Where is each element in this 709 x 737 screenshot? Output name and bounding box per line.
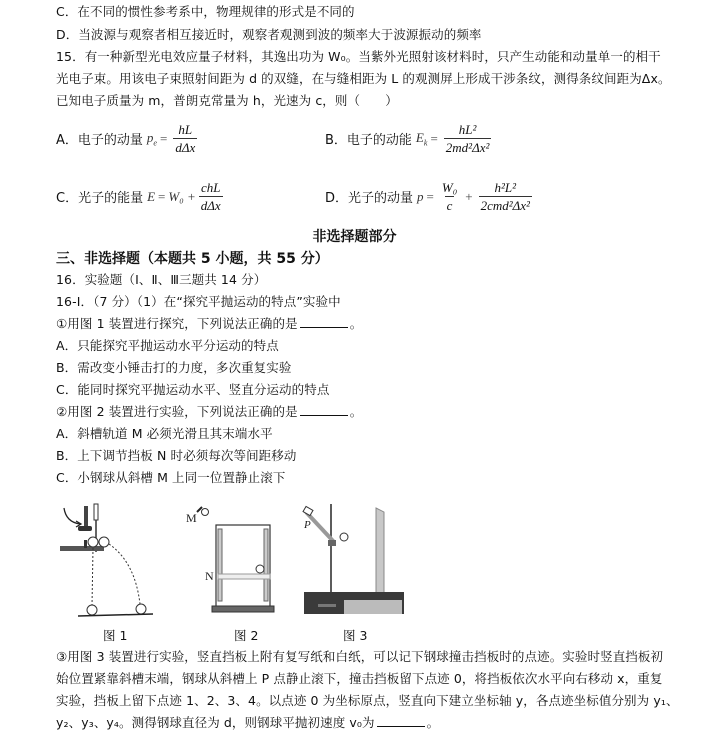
figure-1-projectile-apparatus xyxy=(50,500,160,618)
parabolic-path xyxy=(109,544,140,604)
formula-lhs: E xyxy=(147,188,156,204)
base xyxy=(212,606,274,612)
denominator: 2cmd²Δx² xyxy=(480,198,530,213)
q15-stem-line-1: 15．有一种新型光电效应量子材料，其逸出功为 W₀。当紫外光照射该材料时，只产生动能和动量单一的相干 xyxy=(56,49,661,64)
vertical-path xyxy=(92,548,93,606)
q16-sub1-stem xyxy=(56,316,362,332)
baffle-n xyxy=(218,574,270,579)
numerator: hL xyxy=(178,122,193,137)
sub1-option-b[interactable]: B．需改变小锤击打的力度，多次重复实验 xyxy=(56,360,292,375)
hammer-handle xyxy=(84,506,88,526)
q16-sub3-line-3: 实验，挡板上留下点迹 1、2、3、4。以点迹 0 为坐标原点，竖直向下建立坐标轴 y，各点迹坐标值分别为 y₁、 xyxy=(56,693,679,708)
figure-3-caption: 图 3 xyxy=(343,628,368,643)
q16-sub3-line-2: 始位置紧靠斜槽末端，钢球从斜槽上 P 点静止滚下，撞击挡板留下点迹 0，将挡板依次水平向右移动 x，重复 xyxy=(56,671,663,686)
section-heading: 三、非选择题（本题共 5 小题，共 55 分） xyxy=(56,251,329,267)
equals-sign: = xyxy=(158,188,166,204)
q15-option-c[interactable] xyxy=(56,180,226,213)
answer-blank[interactable] xyxy=(377,715,425,727)
answer-blank[interactable] xyxy=(300,316,348,328)
denominator: dΔx xyxy=(200,198,221,213)
hammer-head xyxy=(78,526,92,531)
option-c-text: C．在不同的惯性参考系中，物理规律的形式是不同的 xyxy=(56,4,355,19)
platform xyxy=(60,546,104,551)
label-n: N xyxy=(205,569,214,583)
fraction xyxy=(173,122,197,155)
q16-sub2-stem xyxy=(56,404,362,420)
ball-top xyxy=(202,509,209,516)
numerator: chL xyxy=(200,180,221,195)
sub2-text: ②用图 2 装置进行实验，下列说法正确的是 xyxy=(56,404,298,419)
numerator: hL² xyxy=(458,122,477,137)
sub2-option-c[interactable]: C．小钢球从斜槽 M 上同一位置静止滚下 xyxy=(56,470,286,485)
numerator: h²L² xyxy=(494,180,516,195)
label-p: P xyxy=(304,519,311,531)
figure-1-caption: 图 1 xyxy=(103,628,128,643)
q15-stem-line-2: 光电子束。用该电子束照射间距为 d 的双缝，在与缝相距为 L 的观测屏上形成干涉条纹，测得条纹间距为Δx。 xyxy=(56,71,671,86)
post-top xyxy=(94,504,98,520)
denominator: c xyxy=(446,198,453,213)
q16-sub3-line-1: ③用图 3 装置进行实验，竖直挡板上附有复写纸和白纸，可以记下钢球撞击挡板时的点迹。实验时竖直挡板初 xyxy=(56,649,664,664)
fraction xyxy=(199,180,223,213)
period: 。 xyxy=(426,715,440,730)
fraction xyxy=(440,180,459,213)
left-rail xyxy=(218,529,222,601)
q16-intro: 16．实验题（Ⅰ、Ⅱ、Ⅲ三题共 14 分） xyxy=(56,272,267,287)
q16-part1-intro: 16-Ⅰ．（7 分）（1）在“探究平抛运动的特点”实验中 xyxy=(56,294,341,309)
formula-term: W₀ + xyxy=(168,188,196,204)
ball xyxy=(340,533,348,541)
base-plate xyxy=(344,600,402,614)
option-label: D．光子的动量 xyxy=(325,191,414,206)
denominator: dΔx xyxy=(175,140,196,155)
sub2-option-b[interactable]: B．上下调节挡板 N 时必须每次等间距移动 xyxy=(56,448,297,463)
ball-on-baffle xyxy=(256,565,264,573)
option-label: B．电子的动能 xyxy=(325,133,412,148)
figure-3-baffle-apparatus xyxy=(300,500,412,618)
equals-sign: = xyxy=(159,130,168,146)
formula-lhs: $p_e$ xyxy=(146,129,157,148)
q16-sub3-line-4 xyxy=(56,715,439,731)
right-rail xyxy=(264,529,268,601)
q15-option-a[interactable] xyxy=(56,122,200,155)
label-m: M xyxy=(186,511,197,525)
plus-sign: + xyxy=(465,188,473,204)
sub2-option-a[interactable]: A．斜槽轨道 M 必须光滑且其末端水平 xyxy=(56,426,273,441)
numerator: W₀ xyxy=(441,180,458,195)
sub1-option-c[interactable]: C．能同时探究平抛运动水平、竖直分运动的特点 xyxy=(56,382,330,397)
figure-2-caption: 图 2 xyxy=(234,628,259,643)
section-title: 非选择题部分 xyxy=(312,229,397,245)
formula-lhs: $E_k$ xyxy=(415,129,428,148)
sub3-text: y₂、y₃、y₄。测得钢球直径为 d，则钢球平抛初速度 v₀为 xyxy=(56,715,375,730)
answer-blank[interactable] xyxy=(300,404,348,416)
ball-landed-b xyxy=(136,604,146,614)
period: 。 xyxy=(349,404,363,419)
fraction xyxy=(479,180,532,213)
clamp xyxy=(328,540,336,546)
ball-a xyxy=(88,537,98,547)
q15-option-d[interactable] xyxy=(325,180,535,213)
q15-option-b[interactable] xyxy=(325,122,494,155)
equals-sign: = xyxy=(430,130,438,146)
sub1-text: ①用图 1 装置进行探究，下列说法正确的是 xyxy=(56,316,298,331)
fraction xyxy=(444,122,492,155)
sub1-option-a[interactable]: A．只能探究平抛运动水平分运动的特点 xyxy=(56,338,279,353)
equals-sign: = xyxy=(426,188,434,204)
denominator: 2md²Δx² xyxy=(445,140,490,155)
period: 。 xyxy=(349,316,363,331)
figure-2-slope-apparatus xyxy=(180,500,290,618)
q15-stem-line-3: 已知电子质量为 m，普朗克常量为 h，光速为 c，则（ ） xyxy=(56,93,398,108)
ball-b xyxy=(99,537,109,547)
option-label: A．电子的动量 xyxy=(56,133,143,148)
option-label: C．光子的能量 xyxy=(56,191,144,206)
option-d-text: D．当波源与观察者相互接近时，观察者观测到波的频率大于波源振动的频率 xyxy=(56,27,482,42)
ball-landed-a xyxy=(87,605,97,615)
formula-lhs: p xyxy=(417,188,424,204)
